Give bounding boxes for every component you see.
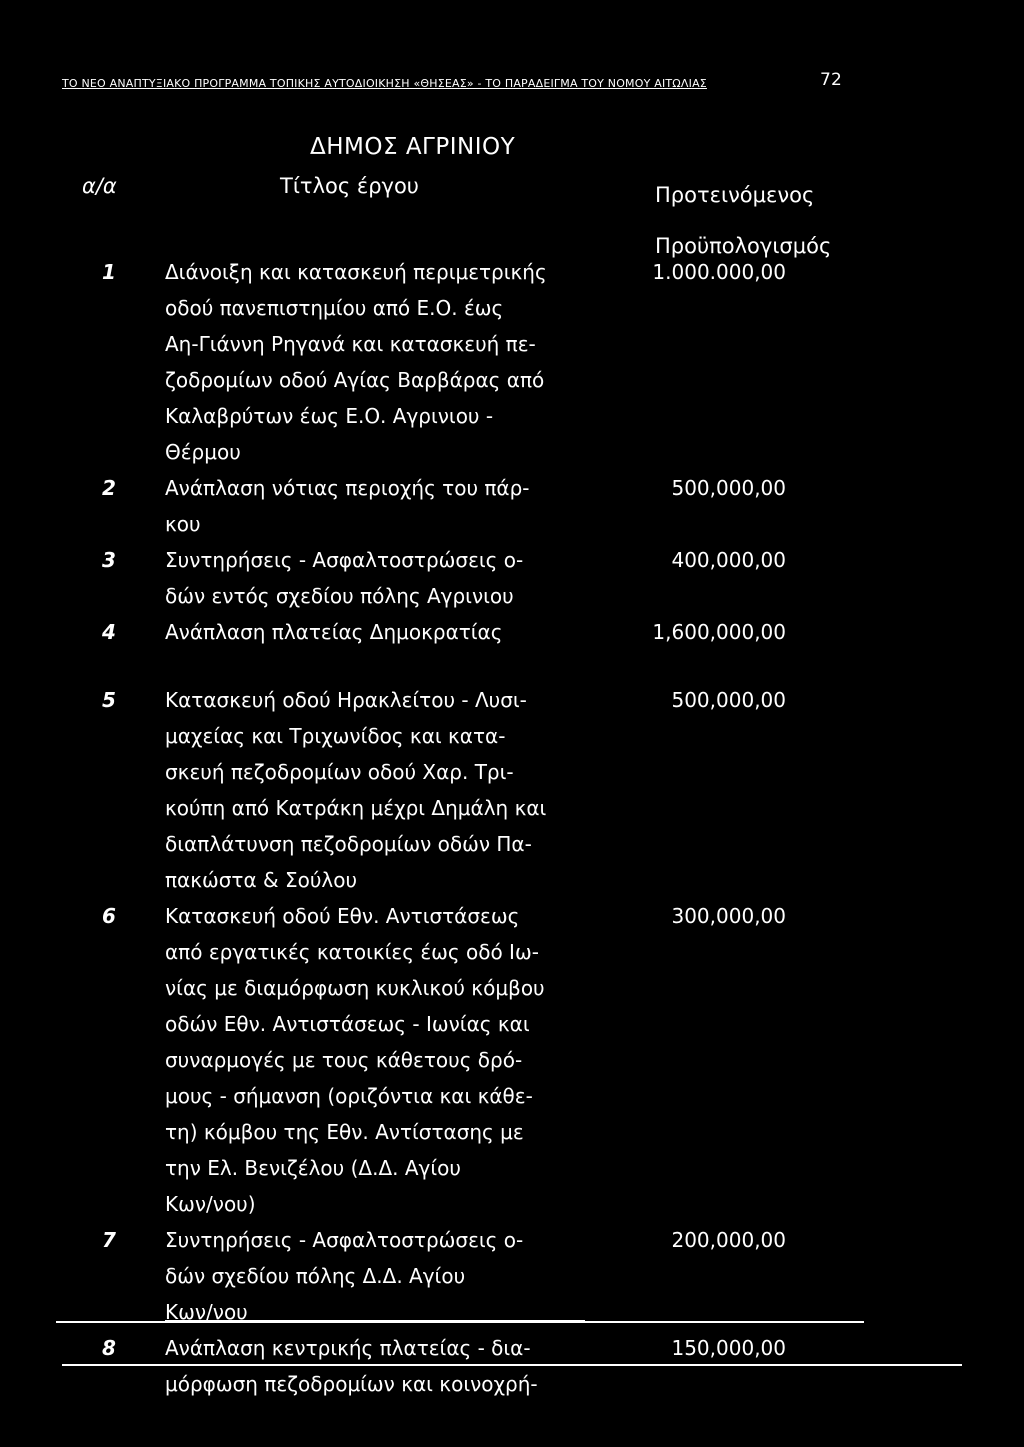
table-row [0, 542, 1024, 614]
row-amount: 400,000,00 [671, 548, 786, 572]
table-row [0, 1222, 1024, 1330]
row-number: 4 [102, 620, 116, 644]
row-title: Διάνοιξη και κατασκευή περιμετρικής οδού πανεπιστημίου από Ε.Ο. έως Αη-Γιάννη Ρηγανά και κατασκευή πε- ζοδρομίων οδού Αγίας Βαρβάρας από Καλαβρύτων έως Ε.Ο. Αγρινιου - Θέρμου [165, 260, 547, 464]
row-amount: 500,000,00 [671, 476, 786, 500]
table-row [0, 682, 1024, 898]
row-spacer [0, 650, 1024, 682]
row-title: Ανάπλαση κεντρικής πλατείας - δια- μόρφωση πεζοδρομίων και κοινοχρή- [165, 1336, 538, 1396]
municipality-title: ΔΗΜΟΣ ΑΓΡΙΝΙΟΥ [310, 134, 516, 160]
row-number: 6 [102, 904, 116, 928]
row-amount: 150,000,00 [671, 1336, 786, 1360]
row-amount: 500,000,00 [671, 688, 786, 712]
row-number: 5 [102, 688, 116, 712]
row-title: Συντηρήσεις - Ασφαλτοστρώσεις ο- δών εντός σχεδίου πόλης Αγρινιου [165, 548, 524, 608]
table-row [0, 1330, 1024, 1402]
row-amount: 1.000.000,00 [652, 260, 786, 284]
row-title: Κατασκευή οδού Ηρακλείτου - Λυσι- μαχείας και Τριχωνίδος και κατα- σκευή πεζοδρομίων οδού Χαρ. Τρι- κούπη από Κατράκη μέχρι Δημάλη και διαπλάτυνση πεζοδρομίων οδών Πα- πακώστα & Σούλου [165, 688, 547, 892]
table-row [0, 614, 1024, 650]
table-bottom-rule [56, 1321, 864, 1323]
table-row [0, 470, 1024, 542]
row-number: 3 [102, 548, 116, 572]
column-header-aa: α/α [82, 174, 117, 198]
table-row [0, 254, 1024, 470]
column-header-title: Τίτλος έργου [280, 174, 419, 198]
row-number: 2 [102, 476, 116, 500]
row-number: 7 [102, 1228, 116, 1252]
row-number: 8 [102, 1336, 116, 1360]
row-amount: 300,000,00 [671, 904, 786, 928]
header-text: ΤΟ ΝΕΟ ΑΝΑΠΤΥΞΙΑΚΟ ΠΡΟΓΡΑΜΜΑ ΤΟΠΙΚΗΣ ΑΥΤΟΔΙΟΙΚΗΣΗ «ΘΗΣΕΑΣ» - ΤΟ ΠΑΡΑΔΕΙΓΜΑ ΤΟΥ ΝΟΜΟΥ ΑΙΤΩΛΙΑΣ [62, 77, 707, 90]
row-amount: 200,000,00 [671, 1228, 786, 1252]
running-header [62, 70, 842, 90]
page-number: 72 [819, 70, 842, 90]
row-title: Ανάπλαση νότιας περιοχής του πάρ- κου [165, 476, 530, 536]
table-row [0, 898, 1024, 1222]
row-title: Συντηρήσεις - Ασφαλτοστρώσεις ο- δών σχεδίου πόλης Δ.Δ. Αγίου Κων/νου [165, 1228, 524, 1324]
column-header-budget: Προτεινόμενος Προϋπολογισμός [655, 183, 832, 258]
row-number: 1 [102, 260, 116, 284]
projects-table [0, 254, 1024, 1402]
row-title: Ανάπλαση πλατείας Δημοκρατίας [165, 620, 503, 644]
footer-rule [62, 1364, 962, 1366]
row-amount: 1,600,000,00 [652, 620, 786, 644]
row-title: Κατασκευή οδού Εθν. Αντιστάσεως από εργατικές κατοικίες έως οδό Ιω- νίας με διαμόρφωση κυκλικού κόμβου οδών Εθν. Αντιστάσεως - Ιωνίας και συναρμογές με τους κάθετους δρό- μους - σήμανση (οριζόντια και κάθε- τη) κόμβου της Εθν. Αντίστασης με την Ελ. Βενιζέλου (Δ.Δ. Αγίου Κων/νου) [165, 904, 545, 1216]
